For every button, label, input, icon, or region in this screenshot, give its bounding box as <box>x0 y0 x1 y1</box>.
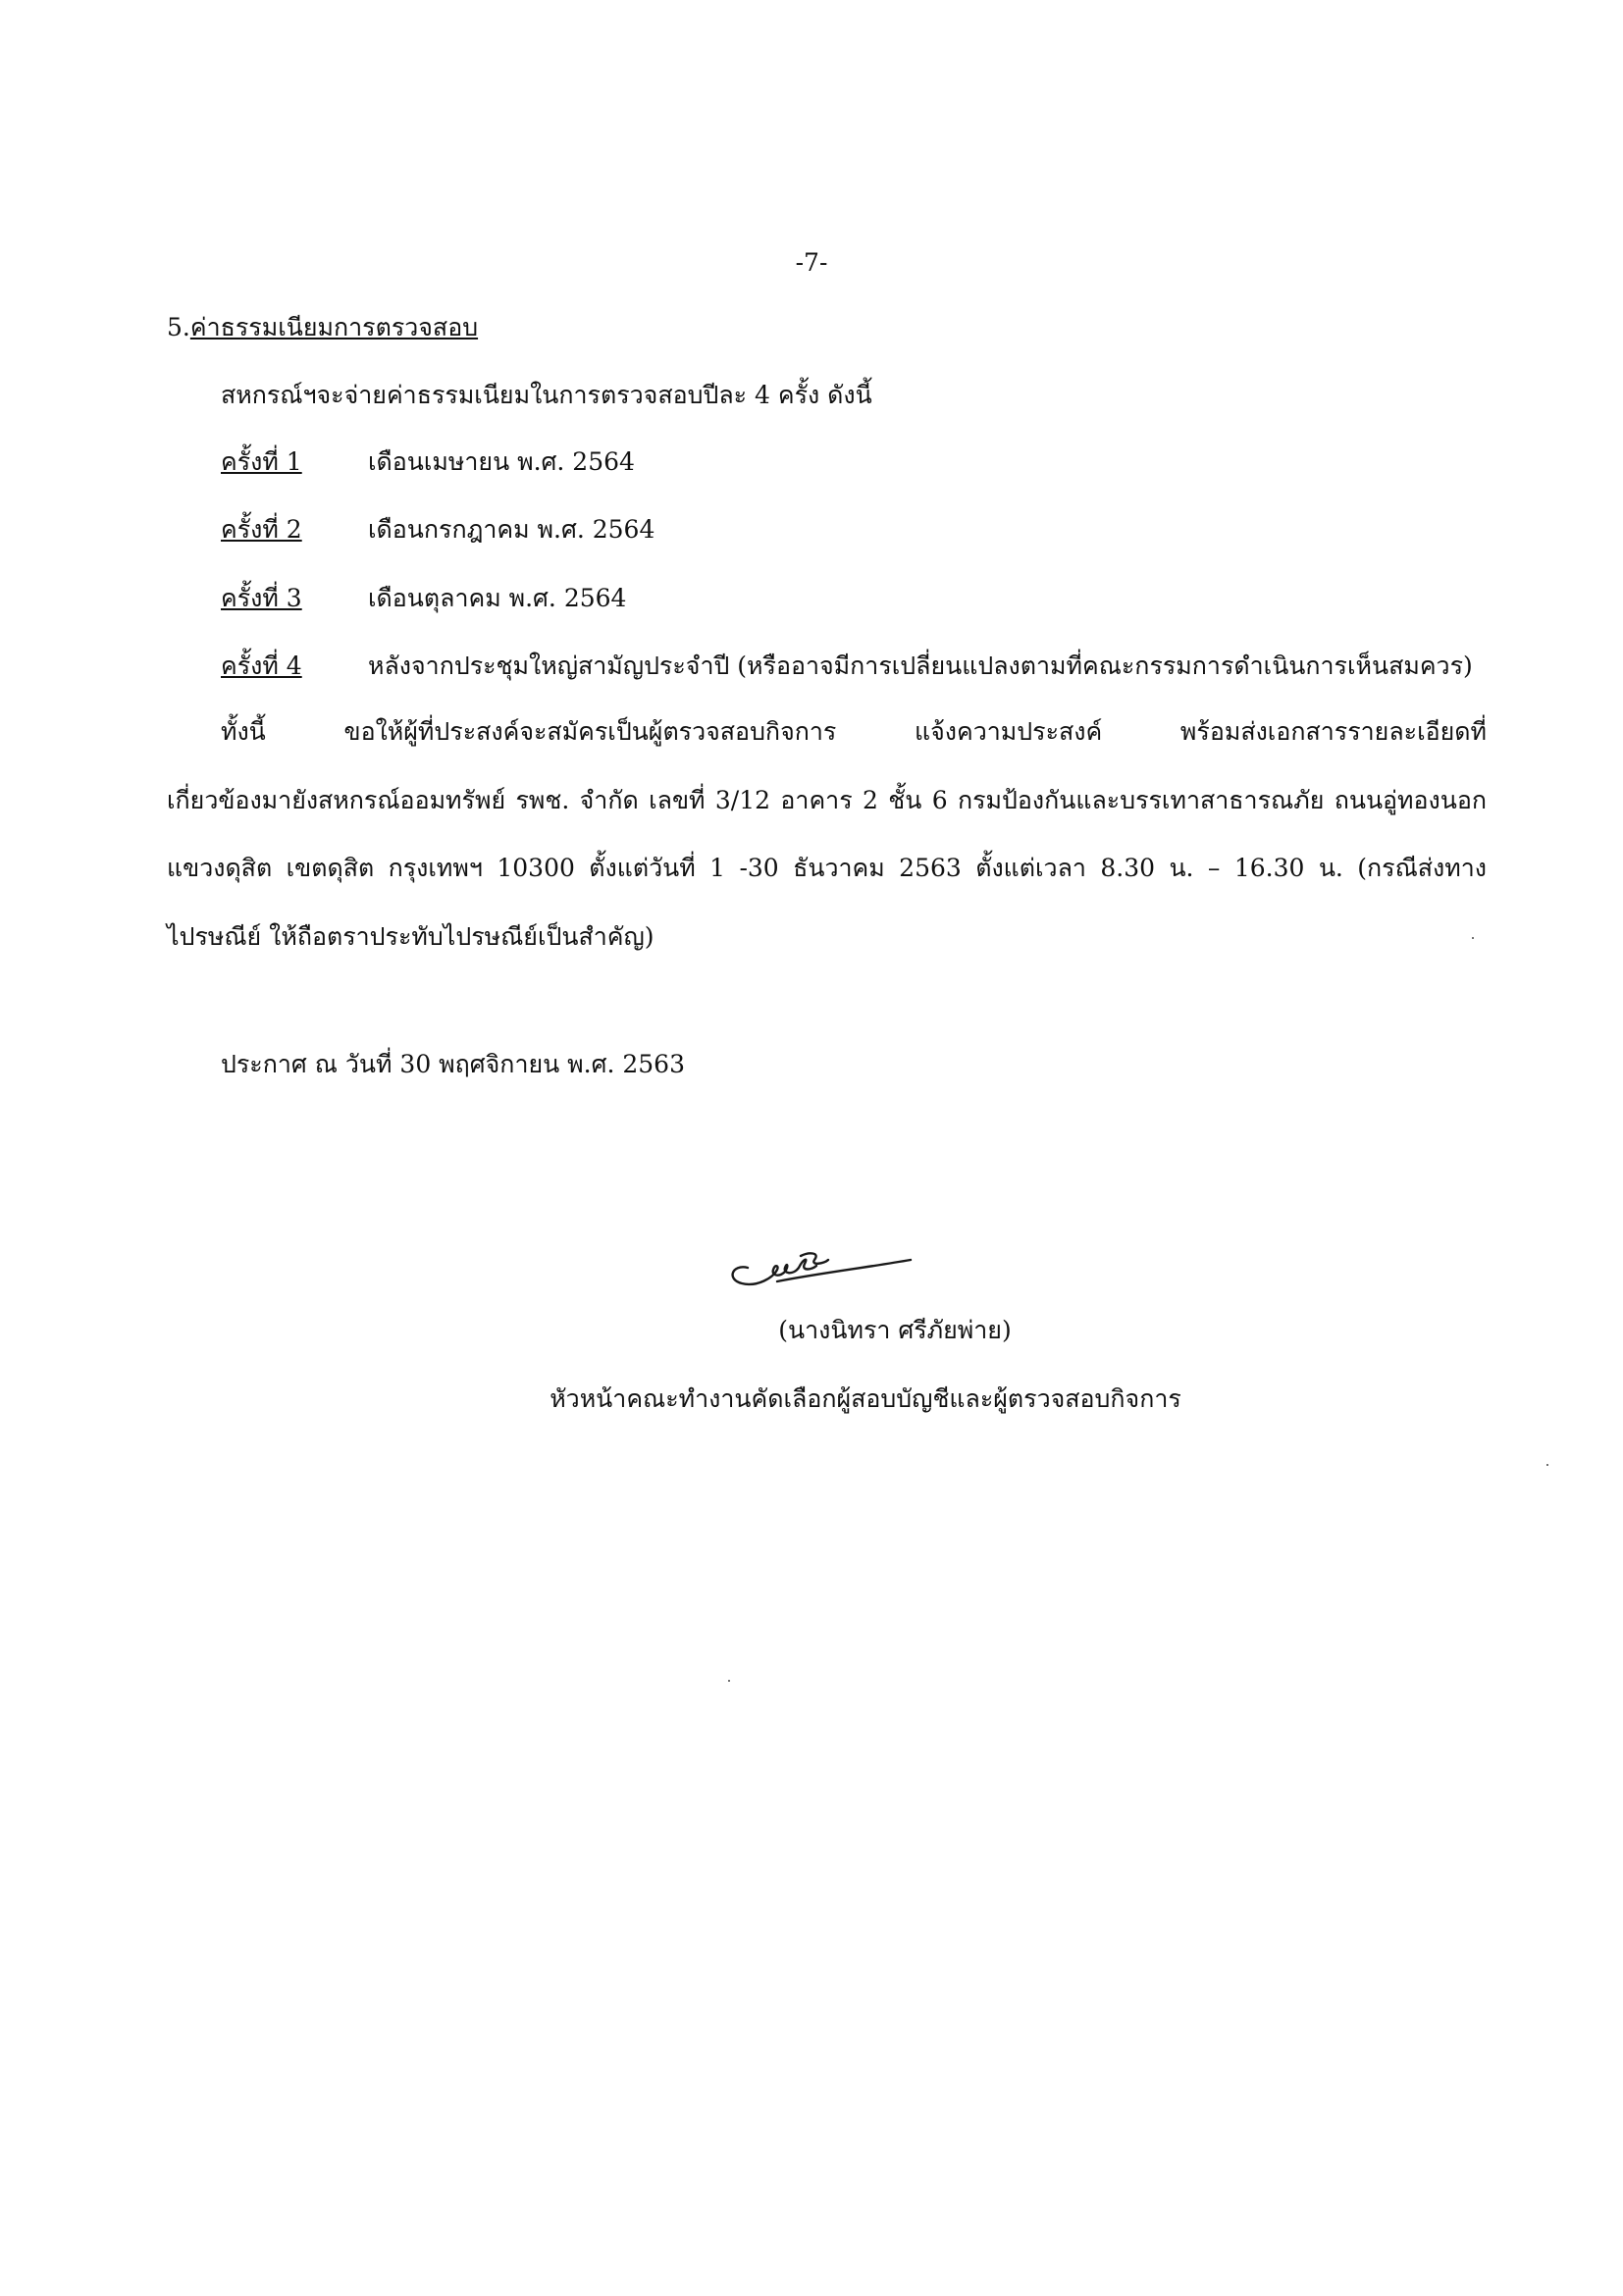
body-line: ไปรษณีย์ ให้ถือตราประทับไปรษณีย์เป็นสำคัญ) <box>167 922 654 951</box>
section-number: 5. <box>167 313 190 341</box>
signer-name: (นางนิทรา ศรีภัยพ่าย) <box>778 1316 1012 1344</box>
round-label: ครั้งที่ 1 <box>221 447 302 476</box>
section-title: ค่าธรรมเนียมการตรวจสอบ <box>189 313 479 341</box>
intro-paragraph: สหกรณ์ฯจะจ่ายค่าธรรมเนียมในการตรวจสอบปีละ 4 ครั้ง ดังนี้ <box>221 381 872 409</box>
round-row <box>221 651 1473 682</box>
scan-speck <box>728 1680 730 1682</box>
body-line: แขวงดุสิต เขตดุสิต กรุงเทพฯ 10300 ตั้งแต่วันที่ 1 -30 ธันวาคม 2563 ตั้งแต่เวลา 8.30 น. – 16.30 น. (กรณีส่งทาง <box>167 854 1487 882</box>
round-text: เดือนตุลาคม พ.ศ. 2564 <box>368 584 627 612</box>
round-text: เดือนเมษายน พ.ศ. 2564 <box>368 447 635 476</box>
scan-speck <box>1472 937 1474 939</box>
body-line: ทั้งนี้ ขอให้ผู้ที่ประสงค์จะสมัครเป็นผู้ตรวจสอบกิจการ แจ้งความประสงค์ พร้อมส่งเอกสารรายละเอียดที่ <box>221 717 1487 746</box>
round-label: ครั้งที่ 2 <box>221 515 302 544</box>
page-number: -7- <box>795 248 828 277</box>
body-line: เกี่ยวข้องมายังสหกรณ์ออมทรัพย์ รพช. จำกัด เลขที่ 3/12 อาคาร 2 ชั้น 6 กรมป้องกันและบรรเทาสาธารณภัย ถนนอู่ทองนอก <box>167 786 1487 814</box>
section-heading <box>167 312 478 343</box>
signer-title: หัวหน้าคณะทำงานคัดเลือกผู้สอบบัญชีและผู้ตรวจสอบกิจการ <box>550 1384 1181 1413</box>
round-label: ครั้งที่ 4 <box>221 652 302 680</box>
round-row <box>221 583 626 614</box>
signature-icon <box>718 1234 924 1293</box>
round-row <box>221 446 635 478</box>
round-row <box>221 514 654 546</box>
round-text: หลังจากประชุมใหญ่สามัญประจำปี (หรืออาจมีการเปลี่ยนแปลงตามที่คณะกรรมการดำเนินการเห็นสมควร) <box>368 652 1473 680</box>
scan-speck <box>1546 1464 1548 1466</box>
round-text: เดือนกรกฎาคม พ.ศ. 2564 <box>368 515 655 544</box>
round-label: ครั้งที่ 3 <box>221 584 302 612</box>
announcement-date: ประกาศ ณ วันที่ 30 พฤศจิกายน พ.ศ. 2563 <box>221 1050 685 1078</box>
